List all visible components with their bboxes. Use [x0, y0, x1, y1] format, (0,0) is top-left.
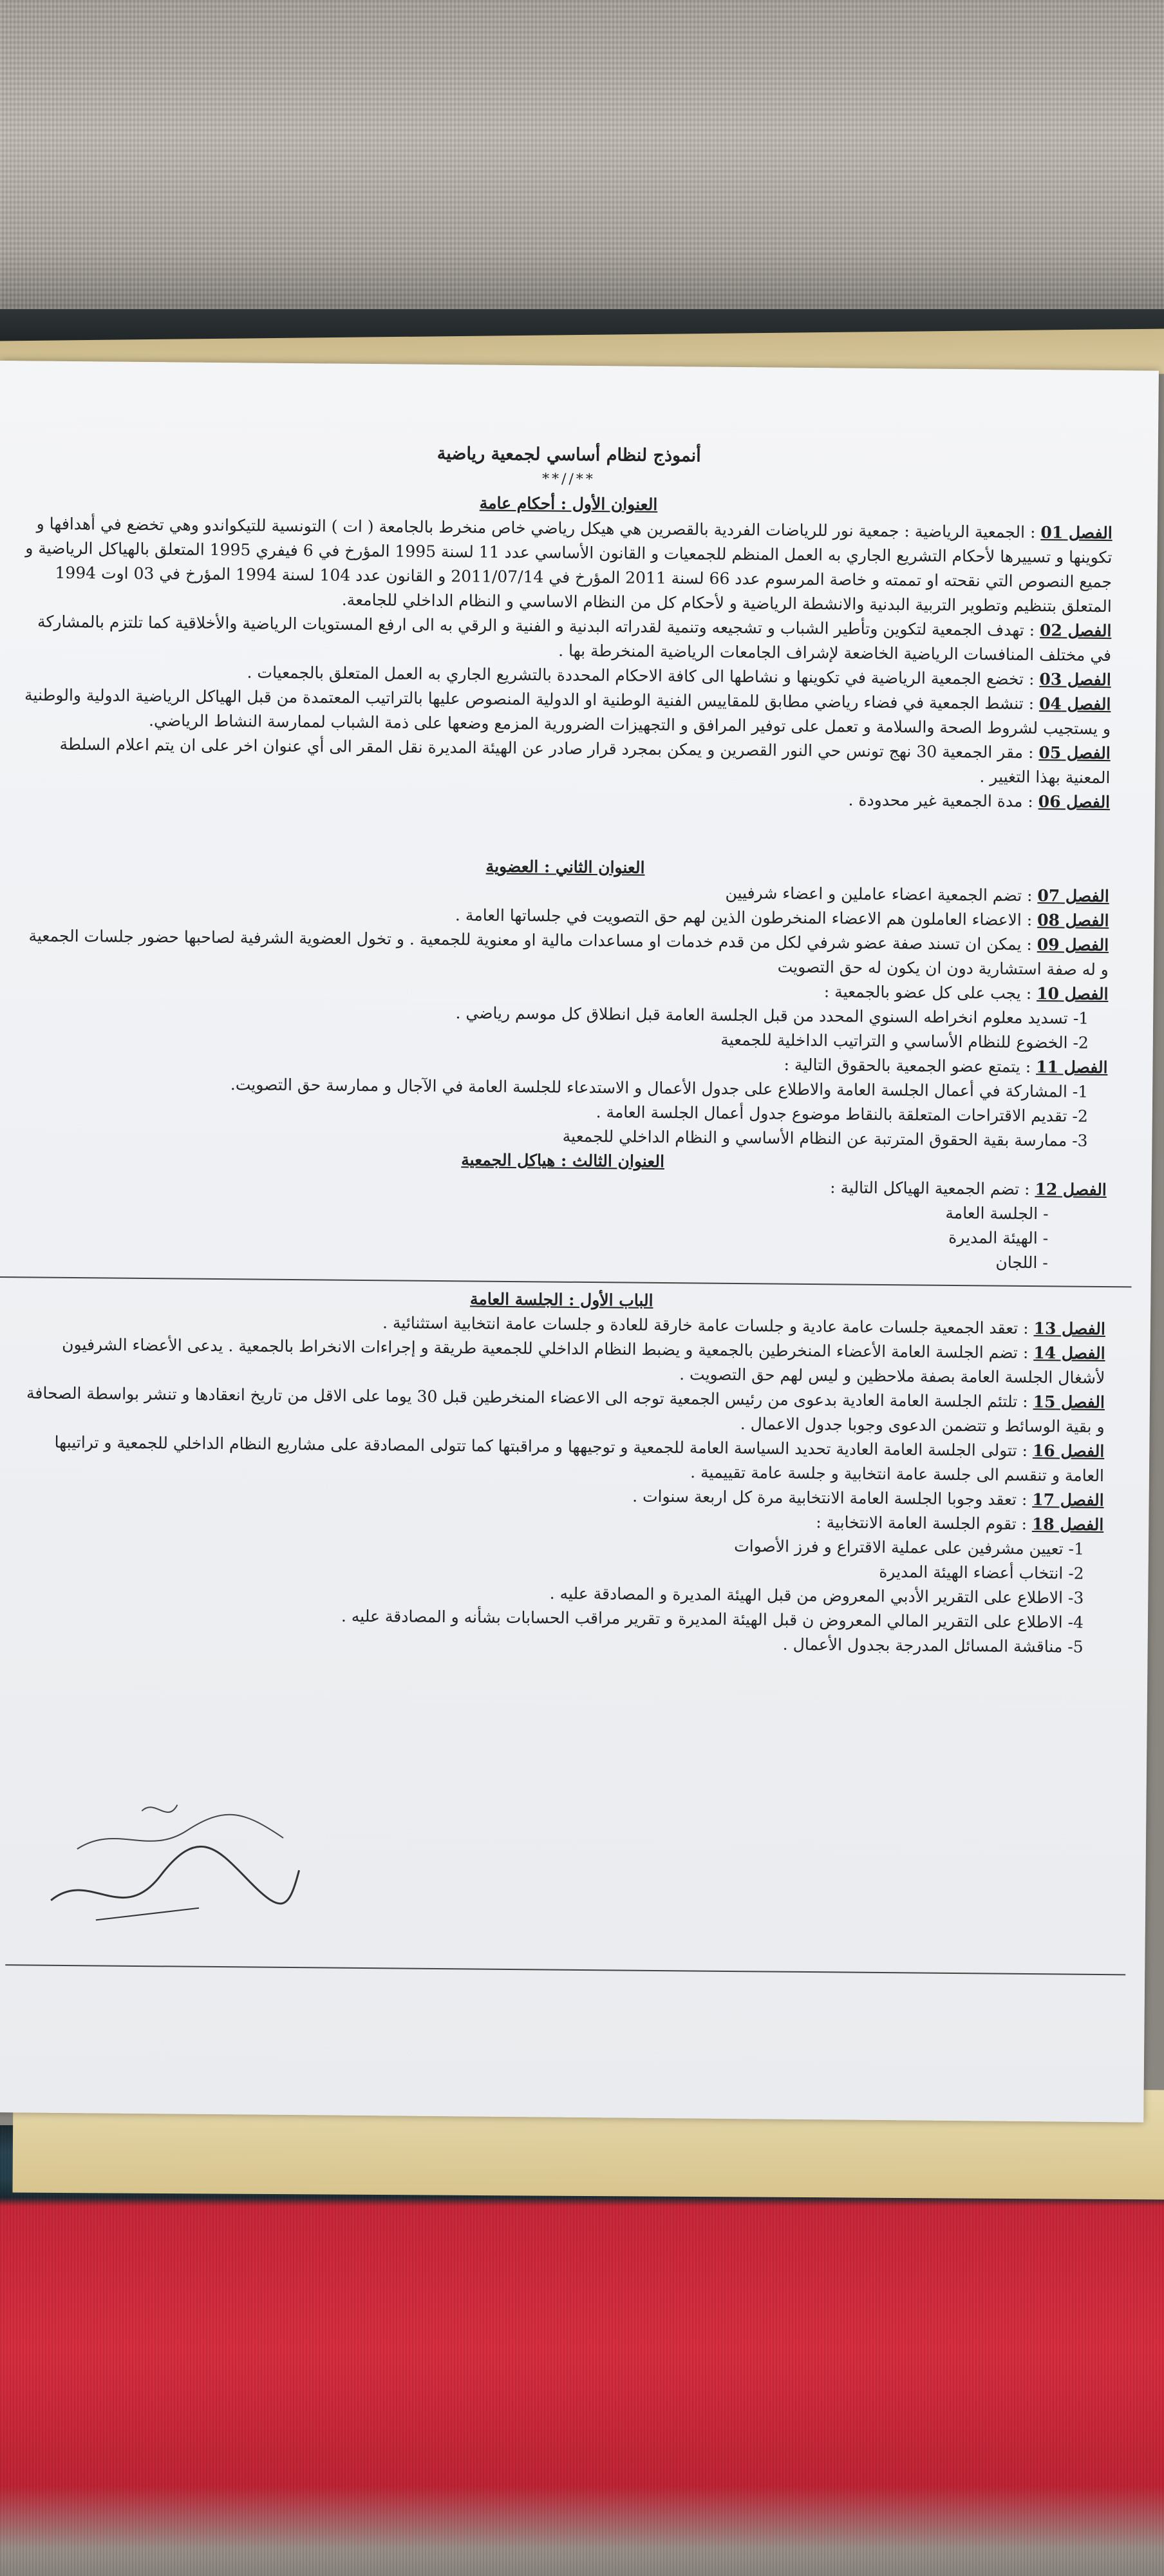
article-14	[17, 1332, 1105, 1390]
article-16	[16, 1430, 1105, 1488]
article-05	[22, 732, 1111, 790]
article-04	[23, 683, 1111, 741]
article-label: الفصل 02	[1039, 621, 1112, 641]
article-15	[17, 1381, 1105, 1439]
list-item: - اللجان	[995, 1253, 1048, 1273]
article-label: الفصل 05	[1038, 743, 1111, 763]
list-item: 1- تعيين مشرفين على عملية الاقتراع و فرز الأصوات	[734, 1537, 1085, 1558]
section-heading-3: العنوان الثالث : هياكل الجمعية	[461, 1150, 665, 1171]
article-label: الفصل 09	[1037, 935, 1109, 955]
section-heading-1: العنوان الأول : أحكام عامة	[479, 493, 658, 514]
article-text: : تعقد وجوبا الجلسة العامة الانتخابية مرة كل اربعة سنوات .	[632, 1486, 1028, 1509]
article-label: الفصل 14	[1033, 1343, 1105, 1363]
article-text: : تتولى الجلسة العامة العادية تحديد السياسة العامة للجمعية و توجيهها و مراقبتها كما تتولى المصادقة على مشاريع النظام الداخلي للجمعية و تراتيبها العامة و تنقسم الى جلسة عامة انتخابية و جلسة عامة تقييمية .	[54, 1432, 1105, 1486]
article-label: الفصل 15	[1033, 1392, 1105, 1412]
article-label: الفصل 11	[1036, 1057, 1108, 1077]
article-label: الفصل 03	[1039, 670, 1111, 690]
article-text: : تقوم الجلسة العامة الانتخابية :	[816, 1513, 1028, 1533]
document-title: أنموذج لنظام أساسي لجمعية رياضية	[436, 443, 701, 466]
article-text: : تنشط الجمعية في فضاء رياضي مطابق للمقاييس الفنية الوطنية او الدولية المنصوص عليها بالتراتيب المعتمدة من قبل الهياكل الرياضية الدولية والوطنية و يستجيب لشروط الصحة والسلامة و تعمل على توفير المرافق و التجهيزات الضرورية المزمع وضعها على ذمة الشباب لممارسة النشاط الرياضي.	[24, 685, 1111, 739]
article-text: : تخضع الجمعية الرياضية في تكوينها و نشاطها الى كافة الاحكام المحددة بالتشريع الجاري به العمل المتعلق بالجمعيات .	[247, 663, 1035, 689]
document-sheet	[0, 361, 1159, 2123]
handwritten-signature	[38, 1772, 310, 1942]
article-text: : يجب على كل عضو بالجمعية :	[823, 982, 1032, 1003]
article-text: : يتمتع عضو الجمعية بالحقوق التالية :	[784, 1055, 1031, 1077]
article-text: : مقر الجمعية 30 نهج تونس حي النور القصرين و يمكن بمجرد قرار صادر عن الهيئة المديرة نقل المقر الى أي عنوان اخر على ان يتم اعلام السلطة المعنية بهذا التغيير .	[59, 734, 1111, 788]
list-item: 2- تقديم الاقتراحات المتعلقة بالنقاط موضوع جدول أعمال الجلسة العامة .	[596, 1103, 1088, 1126]
article-01	[24, 511, 1112, 619]
article-label: الفصل 16	[1032, 1441, 1105, 1461]
background-fabric-top	[0, 0, 1164, 335]
list-item: 3- ممارسة بقية الحقوق المترتبة عن النظام الأساسي و النظام الداخلي للجمعية	[562, 1126, 1088, 1150]
article-text: : تهدف الجمعية لتكوين وتأطير الشباب و تشجيعه وتنمية لقدراته البدنية و الفنية و الرقي به الى ارفع المستويات الرياضية والأخلاقية كما تلتزم بالمشاركة في مختلف المنافسات الرياضية الخاضعة لإشراف الجامعات الرياضية المنخرطة بها .	[37, 612, 1112, 665]
list-item: - الجلسة العامة	[945, 1203, 1049, 1224]
article-label: الفصل 10	[1037, 984, 1109, 1004]
section-heading-2: العنوان الثاني : العضوية	[485, 857, 645, 877]
article-label: الفصل 18	[1031, 1515, 1104, 1535]
list-item: 4- الاطلاع على التقرير المالي المعروض ن قبل الهيئة المديرة و تقرير مراقب الحسابات بشأنه و المصادقة عليه .	[341, 1606, 1084, 1632]
article-label: الفصل 13	[1033, 1319, 1106, 1339]
article-label: الفصل 01	[1040, 523, 1112, 543]
article-text: : تضم الجلسة العامة الأعضاء المنخرطين بالجمعية و يضبط النظام الداخلي للجمعية طريقة و إجراءات الانخراط بالجمعية . يدعى الأعضاء الشرفيون لأشغال الجلسة العامة بصفة ملاحظين و ليس لهم حق التصويت .	[62, 1334, 1105, 1388]
list-item: 2- انتخاب أعضاء الهيئة المديرة	[879, 1562, 1084, 1583]
article-label: الفصل 17	[1032, 1490, 1104, 1510]
list-item: - الهيئة المديرة	[948, 1227, 1049, 1248]
article-label: الفصل 04	[1038, 694, 1111, 714]
list-item: 5- مناقشة المسائل المدرجة بجدول الأعمال .	[782, 1634, 1084, 1656]
list-item: 2- الخضوع للنظام الأساسي و التراتيب الداخلية للجمعية	[720, 1030, 1089, 1052]
article-text: : الاعضاء العاملون هم الاعضاء المنخرطون الذين لهم حق التصويت في جلساتها العامة .	[455, 905, 1033, 930]
article-text: : تضم الجمعية الهياكل التالية :	[830, 1178, 1030, 1199]
article-text: : تضم الجمعية اعضاء عاملين و اعضاء شرفيين	[725, 883, 1033, 905]
document-content	[15, 438, 1113, 1660]
bottom-divider	[5, 1964, 1125, 1975]
article-09	[21, 923, 1109, 982]
article-label: الفصل 08	[1037, 911, 1109, 931]
article-label: الفصل 07	[1037, 886, 1109, 906]
article-02	[23, 609, 1112, 668]
list-item: 1- تسديد معلوم انخراطه السنوي المحدد من قبل الجلسة العامة قبل انطلاق كل موسم رياضي .	[455, 1003, 1089, 1028]
article-text: : تلتئم الجلسة العامة العادية بدعوى من رئيس الجمعية توجه الى الاعضاء المنخرطين قبل 30 يوما على الاقل من تاريخ انعقادها و تنشر بواسطة الصحافة و بقية الوسائط و تتضمن الدعوى وجوبا جدول الاعمال .	[26, 1383, 1105, 1437]
article-text: : مدة الجمعية غير محدودة .	[848, 790, 1033, 811]
title-ornament: **//**	[541, 471, 596, 488]
list-item: 3- الاطلاع على التقرير الأدبي المعروض من قبل الهيئة المديرة و المصادقة عليه .	[549, 1584, 1084, 1607]
article-label: الفصل 12	[1035, 1180, 1107, 1200]
list-item: 1- المشاركة في أعمال الجلسة العامة والاطلاع على جدول الأعمال و الاستدعاء للجلسة العامة في الآجال و ممارسة حق التصويت.	[230, 1075, 1089, 1101]
article-text: : تعقد الجمعية جلسات عامة عادية و جلسات عامة خارقة للعادة و جلسات عامة انتخابية استثنائية .	[382, 1313, 1029, 1338]
chapter-heading-1: الباب الأول : الجلسة العامة	[469, 1289, 653, 1310]
article-text: : يمكن ان تسند صفة عضو شرفي لكل من قدم خدمات او مساعدات مالية او معنوية للجمعية . و تخول العضوية الشرفية لصاحبها حضور جلسات الجمعية و له صفة استشارية دون ان يكون له حق التصويت	[28, 926, 1109, 980]
article-label: الفصل 06	[1038, 792, 1111, 812]
article-text: : الجمعية الرياضية : جمعية نور للرياضات الفردية بالقصرين هي هيكل رياضي خاص منخرط بالجامعة ( ات ) التونسية للتيكواندو وهي تخضع في أهدافها و تكوينها و تسييرها لأحكام التشريع الجاري به العمل المنظم للجمعيات و القانون الأساسي عدد 11 لسنة 1995 المؤرخ في 6 فيفري 1995 المتعلق بالهياكل الرياضية و جميع النصوص التي نقحته او تممته و خاصة المرسوم عدد 66 لسنة 2011 المؤرخ في 2011/07/14 و القانون عدد 104 لسنة 1994 المؤرخ في 03 اوت 1994 المتعلق بتنظيم وتطوير التربية البدنية والانشطة الرياضية و لأحكام كل من النظام الاساسي و النظام الداخلي للجامعة.	[25, 514, 1112, 616]
